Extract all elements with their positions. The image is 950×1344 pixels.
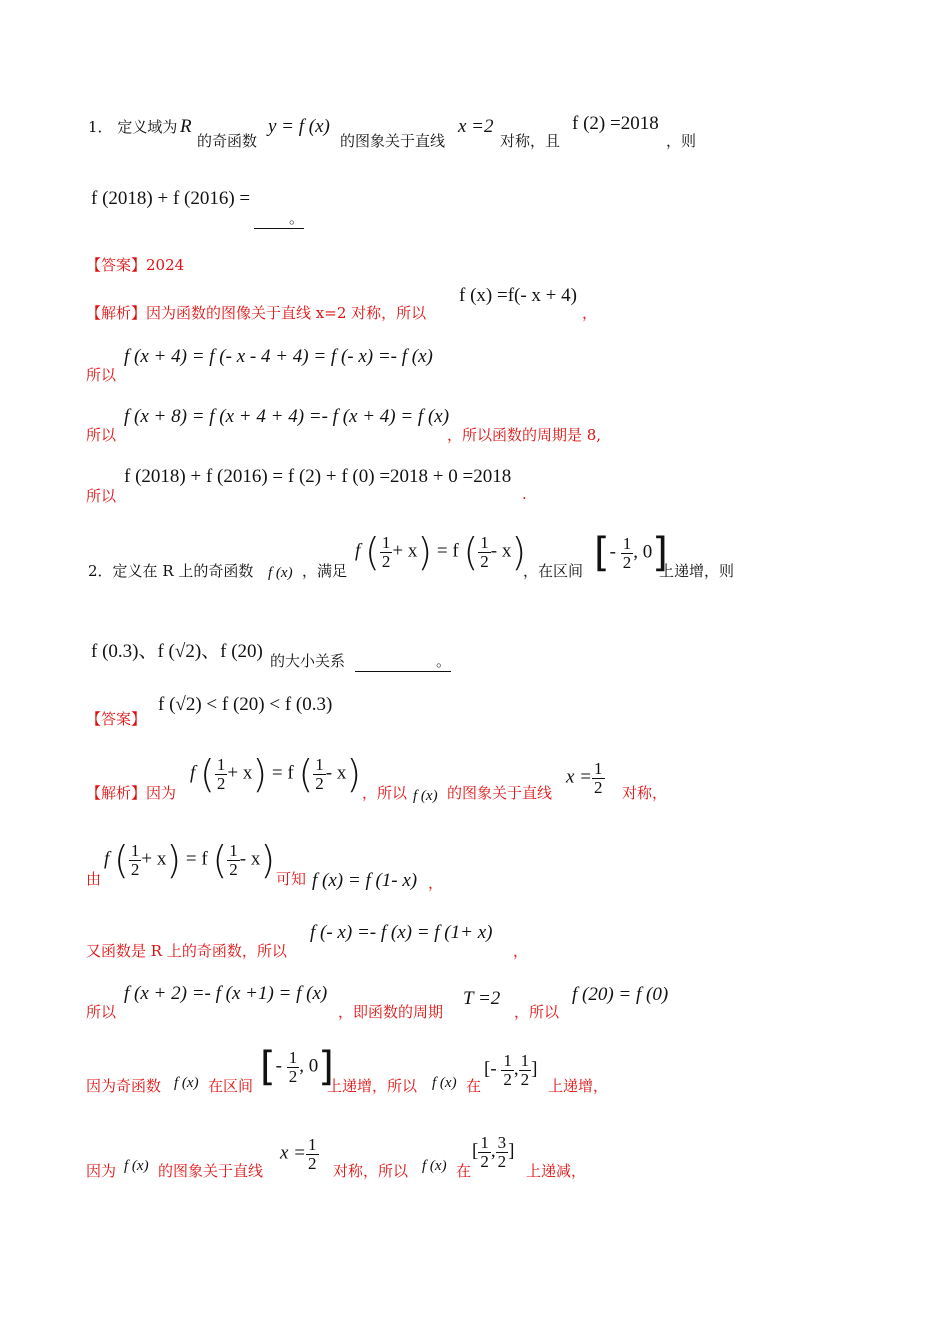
q2-inc-fx2: f (x): [432, 1075, 457, 1091]
q1-line: [88, 116, 177, 137]
q2-answer-math: f (√2) < f (20) < f (0.3): [158, 694, 333, 715]
q2-you: 由: [86, 870, 102, 888]
q1-analysis-label: 【解析】: [86, 304, 147, 322]
q1-text-4: 对称，且: [500, 132, 561, 150]
q2-text-5: 的大小关系: [270, 652, 346, 670]
q2-kezhi: 可知: [276, 870, 307, 888]
q2-sym-end: 对称，: [622, 784, 668, 802]
q1-math-line: x =2: [458, 116, 494, 137]
q1-math-val: f (2) =2018: [572, 113, 659, 134]
q2-answer-label: 【答案】: [86, 710, 147, 728]
q2-sym-text: 的图象关于直线: [447, 784, 553, 802]
q2-dec-text4: 在: [456, 1162, 472, 1180]
q2-fx: f (x): [268, 565, 293, 581]
q2-period-math: f (x + 2) =- f (x +1) = f (x): [124, 983, 328, 1004]
q1-answer: [86, 254, 184, 275]
q1-text-3: 的图象关于直线: [340, 132, 446, 150]
q2-cond: f ( $\frac{1}{2}$ + x) = f ( $\frac{1}{2}$ - x): [355, 530, 527, 574]
q2-analysis-label: 【解析】: [86, 784, 147, 802]
q1-math-a1: f (x) =f(- x + 4): [459, 285, 577, 306]
q2-odd-math: f (- x) =- f (x) = f (1+ x): [310, 922, 493, 943]
q2-cond-f1: f: [355, 540, 361, 562]
q2-end: 。: [435, 652, 451, 670]
q2-dec-range: [ $\frac{1}{2}$ , $\frac{3}{2}$ ]: [472, 1133, 515, 1171]
q2-period-text: ，即函数的周期: [338, 1003, 444, 1021]
q2-dec-text1: 因为: [86, 1162, 117, 1180]
q2-kezhi-end: ，: [428, 874, 444, 892]
q2-cond-frac2: $\frac{1}{2}$: [480, 532, 489, 571]
q1-number: 1．: [88, 118, 113, 136]
q1-math-expr: f (2018) + f (2016) =: [91, 188, 251, 209]
q2-text-1: 定义在 R 上的奇函数: [112, 562, 254, 580]
q1-math-func: y = f (x): [268, 116, 330, 137]
q2-dec-line: x = $\frac{1}{2}$: [280, 1135, 317, 1173]
q2-dec-text2: 的图象关于直线: [158, 1162, 264, 1180]
q2-analysis: 【解析】因为: [86, 784, 177, 802]
q2-values: f (0.3)、f (√2)、f (20): [91, 641, 263, 662]
q2-text-2: ，满足: [302, 562, 348, 580]
q2-kezhi-math: f (x) = f (1- x): [312, 870, 418, 891]
q2-fx-a: f (x): [413, 788, 438, 804]
q2-sym-line: x = $\frac{1}{2}$: [566, 759, 603, 797]
q1-analysis: [86, 302, 426, 323]
q1-suoyi-1: 所以: [86, 366, 117, 384]
q1-suoyi-3: 所以: [86, 487, 117, 505]
q1-blank: [254, 207, 304, 229]
q2-analysis-cond: f ( $\frac{1}{2}$ + x) = f ( $\frac{1}{2}$ - x): [190, 752, 362, 796]
q2-dec-text3: 对称，所以: [333, 1162, 409, 1180]
q1-answer-label: 【答案】: [86, 256, 147, 274]
q2-you-cond: f ( $\frac{1}{2}$ + x) = f ( $\frac{1}{2}$ - x): [104, 838, 276, 882]
q2-inc-text5: 上递增，: [548, 1077, 609, 1095]
q2-text-4: 上递增，则: [659, 562, 735, 580]
q1-comma: ，: [582, 304, 598, 322]
q2-inc-text4: 在: [466, 1077, 482, 1095]
q2-inc-text3: 上递增，所以: [327, 1077, 418, 1095]
q1-period-text: ，所以函数的周期是 8,: [447, 426, 602, 444]
q1-dot: .: [522, 485, 527, 503]
q2-inc-interval: [- $\frac{1}{2}$ , 0]: [260, 1044, 334, 1090]
q2-cond-frac1: $\frac{1}{2}$: [381, 532, 391, 571]
q1-text-5: ，则: [666, 132, 697, 150]
q1-text-2: 的奇函数: [197, 132, 258, 150]
q2-period-text2: ，所以: [514, 1003, 560, 1021]
q2-f20: f (20) = f (0): [572, 984, 669, 1005]
q1-answer-value: 2024: [146, 256, 185, 274]
q2-suoyi-b: 所以: [86, 1003, 117, 1021]
q1-math-a4: f (2018) + f (2016) = f (2) + f (0) =2018 + 0 =2018: [124, 466, 512, 487]
q2-inc-text1: 因为奇函数: [86, 1077, 162, 1095]
q2-odd-text: 又函数是 R 上的奇函数，所以: [86, 942, 287, 960]
q1-math-a3: f (x + 8) = f (x + 4 + 4) =- f (x + 4) = f (x): [124, 406, 450, 427]
q2-cond-eq: = f: [436, 540, 459, 562]
q2-blank: [355, 650, 451, 672]
q2-dec-fx2: f (x): [422, 1158, 447, 1174]
q1-math-R: [180, 116, 192, 138]
q2-inc-range: [- $\frac{1}{2}$ , $\frac{1}{2}$ ]: [484, 1051, 538, 1089]
q1-analysis-text: 因为函数的图像关于直线 x=2 对称，所以: [146, 304, 427, 322]
q2-suoyi-a: ，所以: [362, 784, 408, 802]
q2-inc-text2: 在区间: [208, 1077, 254, 1095]
q2-period-T: T =2: [463, 988, 501, 1009]
q1-end: 。: [288, 209, 304, 227]
q2-line-1: [88, 560, 253, 581]
q1-math-a2: f (x + 4) = f (- x - 4 + 4) = f (- x) =- f (x): [124, 346, 433, 367]
q2-dec-text5: 上递减，: [526, 1162, 587, 1180]
q2-inc-fx1: f (x): [174, 1075, 199, 1091]
q2-text-3: ，在区间: [523, 562, 584, 580]
q1-suoyi-2: 所以: [86, 426, 117, 444]
q2-interval: [- $\frac{1}{2}$ , 0]: [594, 530, 668, 576]
q1-text-1: 定义域为: [117, 118, 178, 136]
q2-odd-end: ，: [513, 942, 529, 960]
q1-R: R: [180, 116, 192, 137]
q2-dec-fx1: f (x): [124, 1158, 149, 1174]
q2-number: 2．: [88, 562, 113, 580]
